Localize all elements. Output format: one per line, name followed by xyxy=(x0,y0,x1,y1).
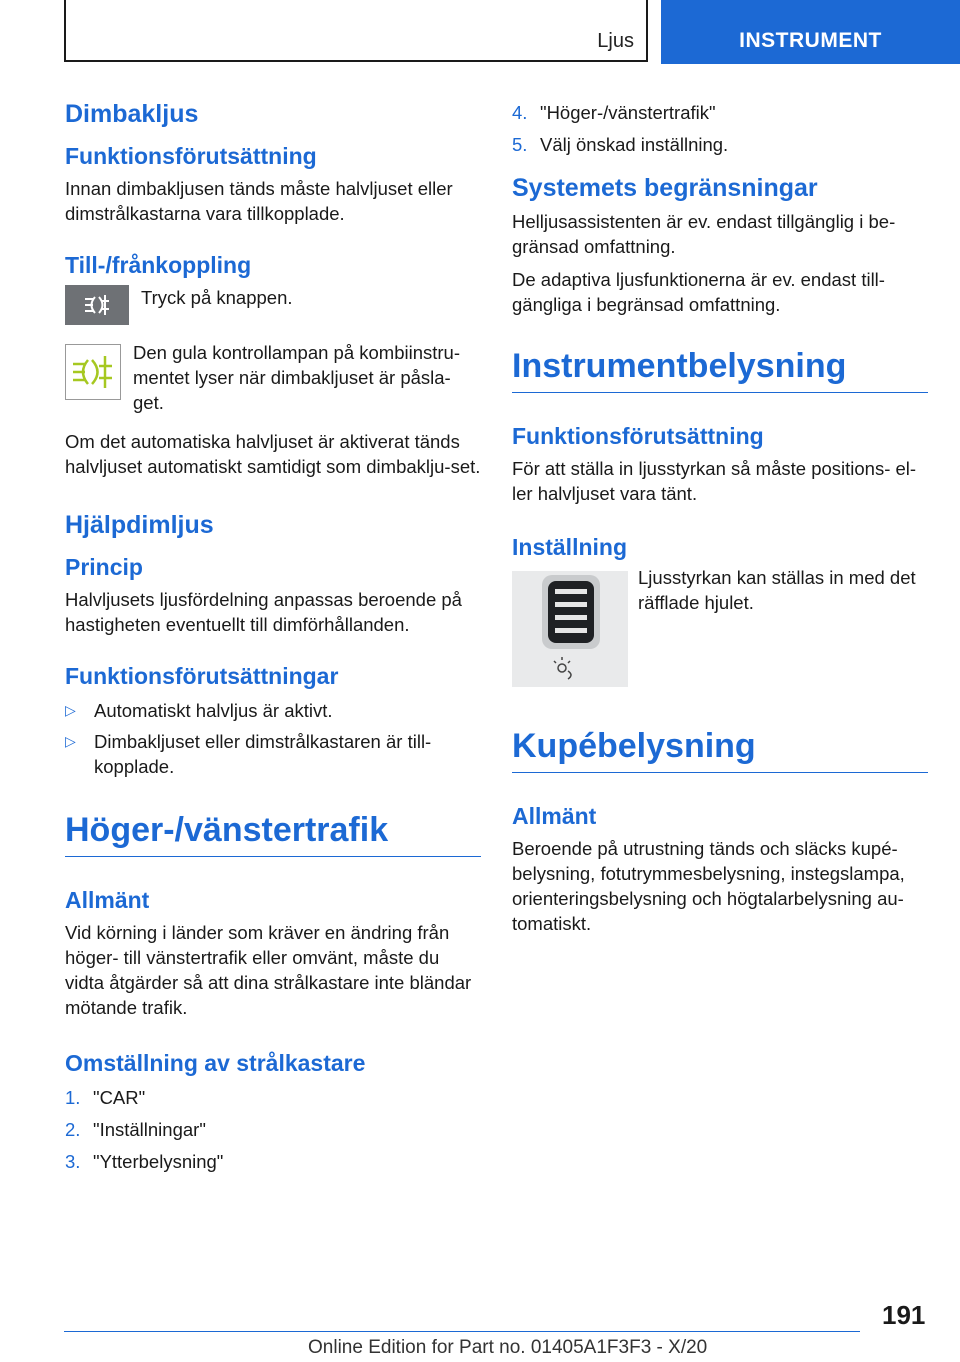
subsection-title-installning: Inställning xyxy=(512,534,627,560)
page-number: 191 xyxy=(882,1300,926,1330)
chapter-title-kupebelysning: Kupébelysning xyxy=(512,727,928,773)
button-instruction-row xyxy=(65,285,481,330)
left-column xyxy=(65,100,481,1181)
footer-divider xyxy=(64,1331,860,1332)
paragraph-adaptiva-ljus: De adaptiva ljusfunktionerna är ev. endast till-gängliga i begränsad omfattning. xyxy=(512,269,885,315)
fog-indicator-lamp-icon xyxy=(65,344,121,415)
steps-list-left xyxy=(65,1085,481,1174)
bullet-triangle-icon: ▷ xyxy=(65,702,76,718)
subsection-title-princip: Princip xyxy=(65,554,143,580)
section-title-hjalpdimljus: Hjälpdimljus xyxy=(65,511,214,539)
subsection-title-till-frankoppling: Till-/frånkoppling xyxy=(65,252,252,278)
subsection-title-funktionsforutsattningar: Funktionsförutsättningar xyxy=(65,663,339,689)
paragraph-press-button: Tryck på knappen. xyxy=(141,287,293,308)
list-item: 4. "Höger-/vänstertrafik" xyxy=(512,102,716,123)
paragraph-automatic-lights: Om det automatiska halvljuset är aktiverat tänds halvljuset automatiskt samtidigt som dimbaklju-set. xyxy=(65,431,481,477)
indicator-instruction-row xyxy=(65,344,481,415)
paragraph-helljusassistent: Helljusassistenten är ev. endast tillgänglig i be-gränsad omfattning. xyxy=(512,211,896,257)
subsection-title-allmant-right: Allmänt xyxy=(512,803,597,829)
paragraph-installning: Ljusstyrkan kan ställas in med det räfflade hjulet. xyxy=(638,567,916,613)
requirements-list xyxy=(65,698,481,779)
paragraph-funktionsforutsattning-right: För att ställa in ljusstyrkan så måste positions- el-ler halvljuset vara tänt. xyxy=(512,458,917,504)
chapter-title-hoger-vanstertrafik: Höger-/vänstertrafik xyxy=(65,811,481,857)
header-chapter-tab[interactable]: INSTRUMENT xyxy=(661,0,960,64)
chapter-title-instrumentbelysning: Instrumentbelysning xyxy=(512,347,928,393)
header-section-label: Ljus xyxy=(597,30,634,52)
dimmer-wheel-photo xyxy=(512,571,628,687)
paragraph-indicator-lamp: Den gula kontrollampan på kombiinstru-mentet lyser när dimbakljuset är påsla-get. xyxy=(133,342,461,413)
paragraph-funktionsforutsattning: Innan dimbakljusen tänds måste halvljuset eller dimstrålkastarna vara tillkopplade. xyxy=(65,178,453,224)
section-title-dimbakljus: Dimbakljus xyxy=(65,100,199,128)
paragraph-princip: Halvljusets ljusfördelning anpassas beroende på hastigheten eventuellt till dimförhållanden. xyxy=(65,589,462,635)
steps-list-right xyxy=(512,100,928,157)
list-item: ▷ Dimbakljuset eller dimstrålkastaren är till-kopplade. xyxy=(65,731,432,777)
paragraph-allmant: Vid körning i länder som kräver en ändring från höger- till vänstertrafik eller omvänt, måste du vidta åtgärder så att dina strålkastare inte bländar mötande trafik. xyxy=(65,922,472,1018)
footer-edition: Online Edition for Part no. 01405A1F3F3 - X/20 xyxy=(308,1337,708,1358)
dimmer-wheel-row xyxy=(512,567,928,687)
bullet-triangle-icon: ▷ xyxy=(65,733,76,749)
list-item: 1. "CAR" xyxy=(65,1087,146,1108)
list-item: 2. "Inställningar" xyxy=(65,1119,206,1140)
subsection-title-funktionsforutsattning: Funktionsförutsättning xyxy=(65,143,317,169)
list-item: 5. Välj önskad inställning. xyxy=(512,134,729,155)
list-item: 3. "Ytterbelysning" xyxy=(65,1151,224,1172)
header-frame xyxy=(64,0,648,62)
list-item: ▷ Automatiskt halvljus är aktivt. xyxy=(65,700,333,721)
paragraph-kupebelysning: Beroende på utrustning tänds och släcks kupé-belysning, fotutrymmesbelysning, instegslampa, orienteringsbelysning och högtalarbelysning au-tomatiskt. xyxy=(512,838,905,934)
section-title-systemets-begransningar: Systemets begränsningar xyxy=(512,174,818,202)
subsection-title-funktionsforutsattning-right: Funktionsförutsättning xyxy=(512,423,764,449)
subsection-title-omstallning: Omställning av strålkastare xyxy=(65,1050,366,1076)
subsection-title-allmant: Allmänt xyxy=(65,887,150,913)
fog-light-button-icon xyxy=(65,285,129,330)
right-column xyxy=(512,100,928,944)
